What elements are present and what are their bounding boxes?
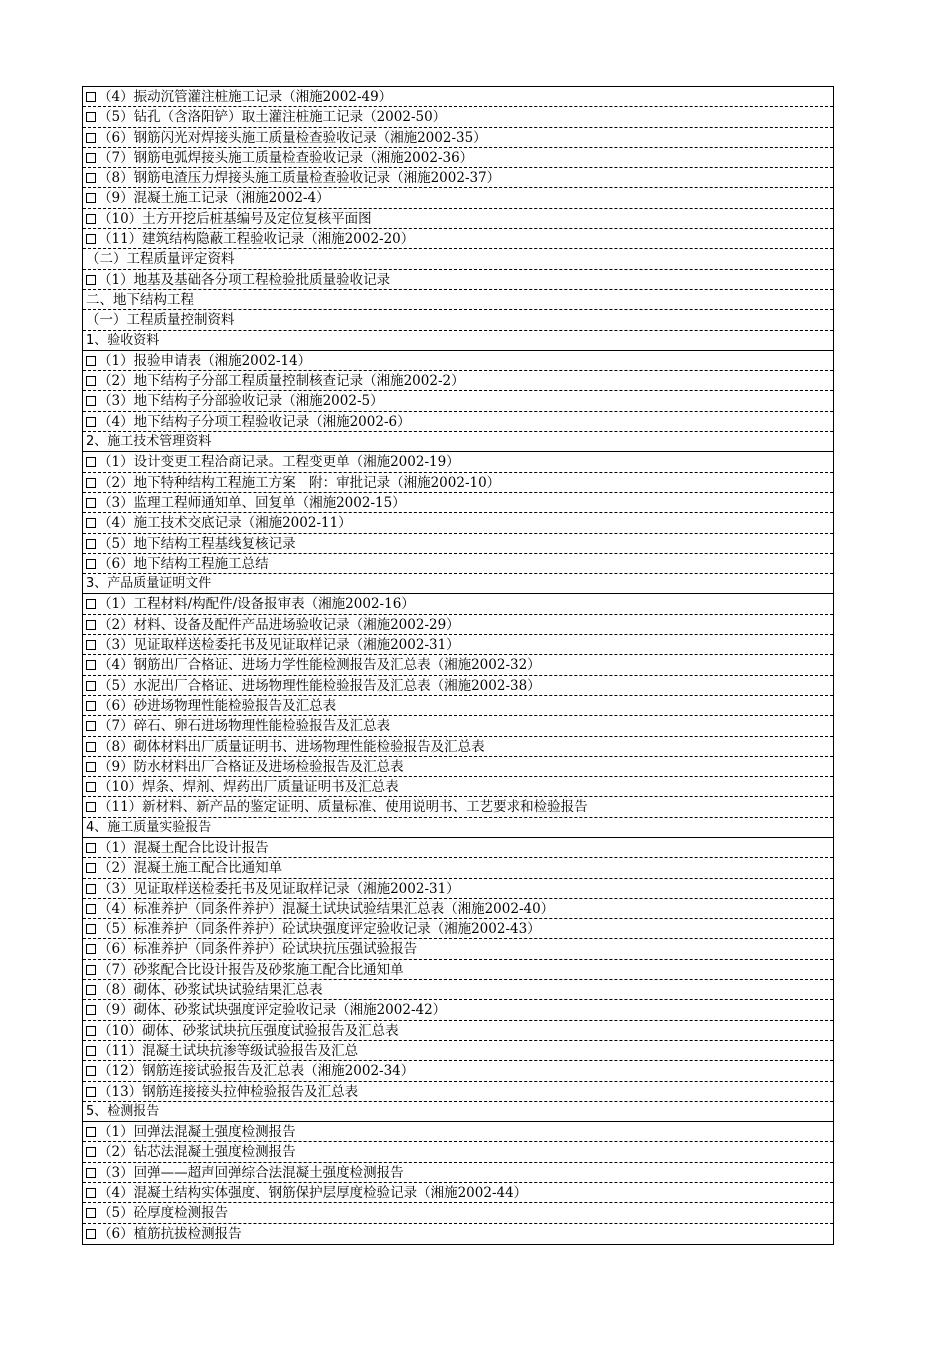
row-label: （6）地下结构工程施工总结 bbox=[98, 555, 269, 572]
checkbox[interactable] bbox=[86, 112, 96, 122]
checkbox[interactable] bbox=[86, 620, 96, 630]
checklist-row bbox=[83, 594, 833, 614]
checkbox[interactable] bbox=[86, 214, 96, 224]
checkbox[interactable] bbox=[86, 924, 96, 934]
checklist-row bbox=[83, 1183, 833, 1203]
checkbox[interactable] bbox=[86, 1229, 96, 1239]
checklist-row bbox=[83, 412, 833, 432]
row-label: （8）钢筋电渣压力焊接头施工质量检查验收记录（湘施2002-37） bbox=[98, 170, 501, 187]
row-label: （10）砌体、砂浆试块抗压强度试验报告及汇总表 bbox=[98, 1022, 399, 1039]
checklist-row bbox=[83, 655, 833, 675]
checklist-row bbox=[83, 209, 833, 229]
row-label: 4、施工质量实验报告 bbox=[86, 819, 212, 835]
row-label: （1）地基及基础各分项工程检验批质量验收记录 bbox=[98, 271, 391, 288]
checklist-row bbox=[83, 554, 833, 574]
checklist-row bbox=[83, 513, 833, 533]
checklist-row bbox=[83, 493, 833, 513]
checklist-row bbox=[83, 1000, 833, 1020]
row-label: （8）砌体、砂浆试块试验结果汇总表 bbox=[98, 982, 323, 999]
heading-row bbox=[83, 310, 833, 330]
section-heading-row bbox=[83, 1102, 833, 1122]
checklist-row bbox=[83, 939, 833, 959]
row-label: （6）标准养护（同条件养护）砼试块抗压强试验报告 bbox=[98, 941, 418, 958]
checklist-row bbox=[83, 858, 833, 878]
row-label: （2）钻芯法混凝土强度检测报告 bbox=[98, 1144, 296, 1161]
checkbox[interactable] bbox=[86, 356, 96, 366]
checkbox[interactable] bbox=[86, 153, 96, 163]
checklist-row bbox=[83, 919, 833, 939]
checkbox[interactable] bbox=[86, 863, 96, 873]
checkbox[interactable] bbox=[86, 1066, 96, 1076]
checklist-row bbox=[83, 1163, 833, 1183]
checkbox[interactable] bbox=[86, 518, 96, 528]
checkbox[interactable] bbox=[86, 1005, 96, 1015]
section-heading-row bbox=[83, 331, 833, 351]
checkbox[interactable] bbox=[86, 478, 96, 488]
row-label: （2）材料、设备及配件产品进场验收记录（湘施2002-29） bbox=[98, 616, 460, 633]
checklist-table bbox=[82, 86, 834, 1245]
checklist-row bbox=[83, 188, 833, 208]
checkbox[interactable] bbox=[86, 539, 96, 549]
checkbox[interactable] bbox=[86, 681, 96, 691]
row-label: 3、产品质量证明文件 bbox=[86, 576, 212, 592]
checkbox[interactable] bbox=[86, 234, 96, 244]
checkbox[interactable] bbox=[86, 843, 96, 853]
checkbox[interactable] bbox=[86, 133, 96, 143]
row-label: （7）钢筋电弧焊接头施工质量检查验收记录（湘施2002-36） bbox=[98, 149, 474, 166]
checkbox[interactable] bbox=[86, 275, 96, 285]
checklist-row bbox=[83, 1061, 833, 1081]
section-heading-row bbox=[83, 574, 833, 594]
checklist-row bbox=[83, 534, 833, 554]
checklist-row bbox=[83, 615, 833, 635]
checkbox[interactable] bbox=[86, 965, 96, 975]
checklist-row bbox=[83, 351, 833, 371]
checkbox[interactable] bbox=[86, 173, 96, 183]
checklist-row bbox=[83, 1224, 833, 1244]
checkbox[interactable] bbox=[86, 742, 96, 752]
row-label: 1、验收资料 bbox=[86, 332, 160, 348]
row-label: （2）混凝土施工配合比通知单 bbox=[98, 860, 283, 877]
checkbox[interactable] bbox=[86, 1127, 96, 1137]
checkbox[interactable] bbox=[86, 640, 96, 650]
checkbox[interactable] bbox=[86, 944, 96, 954]
row-label: （9）防水材料出厂合格证及进场检验报告及汇总表 bbox=[98, 758, 404, 775]
checkbox[interactable] bbox=[86, 1147, 96, 1157]
checklist-row bbox=[83, 1122, 833, 1142]
checklist-row bbox=[83, 168, 833, 188]
checklist-row bbox=[83, 391, 833, 411]
row-label: （2）地下结构子分部工程质量控制核查记录（湘施2002-2） bbox=[98, 373, 465, 390]
checkbox[interactable] bbox=[86, 762, 96, 772]
row-label: （二）工程质量评定资料 bbox=[86, 251, 235, 268]
row-label: （6）钢筋闪光对焊接头施工质量检查验收记录（湘施2002-35） bbox=[98, 129, 487, 146]
row-label: （6）植筋抗拔检测报告 bbox=[98, 1225, 242, 1242]
checklist-row bbox=[83, 797, 833, 817]
checkbox[interactable] bbox=[86, 599, 96, 609]
row-label: （5）水泥出厂合格证、进场物理性能检验报告及汇总表（湘施2002-38） bbox=[98, 677, 541, 694]
checklist-row bbox=[83, 1041, 833, 1061]
checkbox[interactable] bbox=[86, 92, 96, 102]
checklist-row bbox=[83, 635, 833, 655]
checklist-row bbox=[83, 1203, 833, 1223]
row-label: （3）回弹——超声回弹综合法混凝土强度检测报告 bbox=[98, 1164, 404, 1181]
row-label: （11）混凝土试块抗渗等级试验报告及汇总 bbox=[98, 1042, 359, 1059]
checkbox[interactable] bbox=[86, 884, 96, 894]
checkbox[interactable] bbox=[86, 985, 96, 995]
checklist-row bbox=[83, 1021, 833, 1041]
checklist-row bbox=[83, 148, 833, 168]
checklist-row bbox=[83, 696, 833, 716]
checkbox[interactable] bbox=[86, 498, 96, 508]
row-label: （4）振动沉管灌注桩施工记录（湘施2002-49） bbox=[98, 89, 393, 105]
row-label: （1）报验申请表（湘施2002-14） bbox=[98, 352, 312, 369]
checklist-row bbox=[83, 87, 833, 107]
checkbox[interactable] bbox=[86, 1087, 96, 1097]
checkbox[interactable] bbox=[86, 1026, 96, 1036]
row-label: （9）砌体、砂浆试块强度评定验收记录（湘施2002-42） bbox=[98, 1002, 447, 1019]
checkbox[interactable] bbox=[86, 721, 96, 731]
checkbox[interactable] bbox=[86, 660, 96, 670]
row-label: （3）见证取样送检委托书及见证取样记录（湘施2002-31） bbox=[98, 880, 460, 897]
row-label: （12）钢筋连接试验报告及汇总表（湘施2002-34） bbox=[98, 1063, 415, 1080]
checkbox[interactable] bbox=[86, 376, 96, 386]
checklist-row bbox=[83, 452, 833, 472]
row-label: （10）土方开挖后桩基编号及定位复核平面图 bbox=[98, 210, 372, 227]
checklist-row bbox=[83, 128, 833, 148]
row-label: （1）混凝土配合比设计报告 bbox=[98, 839, 269, 856]
row-label: （5）钻孔（含洛阳铲）取土灌注桩施工记录（2002-50） bbox=[98, 109, 447, 126]
checkbox[interactable] bbox=[86, 904, 96, 914]
checklist-row bbox=[83, 838, 833, 858]
section-heading-row bbox=[83, 432, 833, 452]
row-label: （一）工程质量控制资料 bbox=[86, 312, 235, 329]
checklist-row bbox=[83, 980, 833, 1000]
row-label: 2、施工技术管理资料 bbox=[86, 434, 212, 450]
row-label: （7）砂浆配合比设计报告及砂浆施工配合比通知单 bbox=[98, 961, 404, 978]
row-label: （13）钢筋连接接头拉伸检验报告及汇总表 bbox=[98, 1083, 359, 1100]
row-label: （11）新材料、新产品的鉴定证明、质量标准、使用说明书、工艺要求和检验报告 bbox=[98, 799, 588, 816]
checkbox[interactable] bbox=[86, 782, 96, 792]
checklist-row bbox=[83, 107, 833, 127]
row-label: （5）砼厚度检测报告 bbox=[98, 1205, 229, 1222]
checkbox[interactable] bbox=[86, 417, 96, 427]
row-label: （5）地下结构工程基线复核记录 bbox=[98, 535, 296, 552]
checklist-row bbox=[83, 1142, 833, 1162]
checklist-row bbox=[83, 737, 833, 757]
row-label: （5）标准养护（同条件养护）砼试块强度评定验收记录（湘施2002-43） bbox=[98, 921, 541, 938]
checklist-row bbox=[83, 676, 833, 696]
checklist-row bbox=[83, 371, 833, 391]
section-heading-row bbox=[83, 818, 833, 838]
row-label: （3）地下结构子分部验收记录（湘施2002-5） bbox=[98, 393, 384, 410]
row-label: （4）钢筋出厂合格证、进场力学性能检测报告及汇总表（湘施2002-32） bbox=[98, 657, 541, 674]
checklist-row bbox=[83, 229, 833, 249]
row-label: 5、检测报告 bbox=[86, 1103, 160, 1119]
row-label: （4）施工技术交底记录（湘施2002-11） bbox=[98, 515, 352, 532]
checklist-row bbox=[83, 879, 833, 899]
heading-row bbox=[83, 290, 833, 310]
row-label: （4）地下结构子分项工程验收记录（湘施2002-6） bbox=[98, 413, 411, 430]
row-label: （4）标准养护（同条件养护）混凝土试块试验结果汇总表（湘施2002-40） bbox=[98, 900, 555, 917]
checkbox[interactable] bbox=[86, 802, 96, 812]
row-label: （10）焊条、焊剂、焊药出厂质量证明书及汇总表 bbox=[98, 779, 399, 796]
checkbox[interactable] bbox=[86, 1168, 96, 1178]
checklist-row bbox=[83, 960, 833, 980]
checklist-row bbox=[83, 899, 833, 919]
checkbox[interactable] bbox=[86, 193, 96, 203]
checklist-row bbox=[83, 716, 833, 736]
checkbox[interactable] bbox=[86, 457, 96, 467]
checkbox[interactable] bbox=[86, 1188, 96, 1198]
row-label: （9）混凝土施工记录（湘施2002-4） bbox=[98, 190, 330, 207]
checklist-row bbox=[83, 473, 833, 493]
row-label: （4）混凝土结构实体强度、钢筋保护层厚度检验记录（湘施2002-44） bbox=[98, 1185, 528, 1202]
row-label: （3）见证取样送检委托书及见证取样记录（湘施2002-31） bbox=[98, 637, 460, 654]
checklist-row bbox=[83, 270, 833, 290]
row-label: （8）砌体材料出厂质量证明书、进场物理性能检验报告及汇总表 bbox=[98, 738, 485, 755]
row-label: （1）设计变更工程洽商记录。工程变更单（湘施2002-19） bbox=[98, 454, 460, 471]
checkbox[interactable] bbox=[86, 701, 96, 711]
row-label: （7）碎石、卵石进场物理性能检验报告及汇总表 bbox=[98, 718, 391, 735]
row-label: （3）监理工程师通知单、回复单（湘施2002-15） bbox=[98, 494, 406, 511]
checkbox[interactable] bbox=[86, 1046, 96, 1056]
checklist-row bbox=[83, 1082, 833, 1102]
checkbox[interactable] bbox=[86, 1208, 96, 1218]
row-label: 二、地下结构工程 bbox=[86, 291, 194, 308]
heading-row bbox=[83, 249, 833, 269]
row-label: （11）建筑结构隐蔽工程验收记录（湘施2002-20） bbox=[98, 231, 415, 248]
row-label: （1）工程材料/构配件/设备报审表（湘施2002-16） bbox=[98, 596, 415, 613]
checklist-row bbox=[83, 757, 833, 777]
row-label: （1）回弹法混凝土强度检测报告 bbox=[98, 1124, 296, 1141]
row-label: （2）地下特种结构工程施工方案 附：审批记录（湘施2002-10） bbox=[98, 474, 501, 491]
checklist-row bbox=[83, 777, 833, 797]
row-label: （6）砂进场物理性能检验报告及汇总表 bbox=[98, 697, 337, 714]
checkbox[interactable] bbox=[86, 559, 96, 569]
checkbox[interactable] bbox=[86, 396, 96, 406]
